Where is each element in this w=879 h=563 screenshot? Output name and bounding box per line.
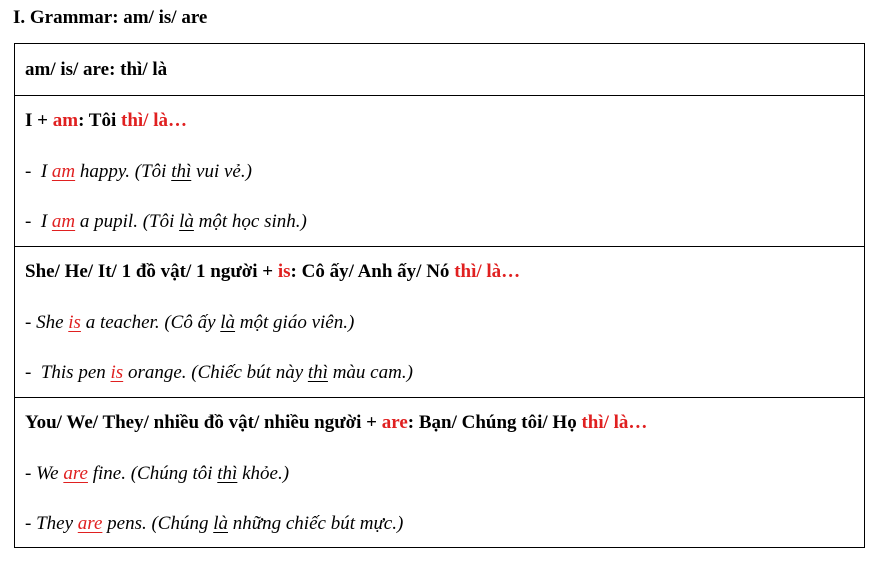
rule-subject: She/ He/ It/ 1 đồ vật/ 1 người + xyxy=(25,261,278,283)
rule-subject: You/ We/ They/ nhiều đồ vật/ nhiều người + xyxy=(25,412,382,434)
example-text: orange. (Chiếc bút này xyxy=(123,362,308,384)
rule-translation: thì/ là… xyxy=(581,412,648,434)
rule-block-are xyxy=(15,397,864,547)
rule-subject: I + xyxy=(25,110,53,132)
example-prefix: - This pen xyxy=(25,362,111,384)
table-title-row xyxy=(15,44,864,95)
example-line xyxy=(25,147,854,198)
rule-meaning: : Tôi xyxy=(78,110,121,132)
rule-keyword: are xyxy=(381,412,408,434)
rule-line xyxy=(25,398,854,449)
example-verb: are xyxy=(63,462,88,484)
example-line xyxy=(25,348,854,399)
example-end: vui vẻ.) xyxy=(191,160,252,182)
example-prefix: - They xyxy=(25,513,78,535)
example-meaning: là xyxy=(179,211,194,233)
rule-line xyxy=(25,247,854,298)
example-line xyxy=(25,298,854,349)
grammar-table xyxy=(14,43,865,548)
example-line xyxy=(25,449,854,500)
rule-translation: thì/ là… xyxy=(121,110,187,132)
example-text: a teacher. (Cô ấy xyxy=(80,311,221,333)
rule-meaning: : Cô ấy/ Anh ấy/ Nó xyxy=(290,261,455,283)
example-verb: is xyxy=(68,311,81,333)
example-prefix: - I xyxy=(25,211,52,233)
example-verb: are xyxy=(77,513,103,535)
example-text: a pupil. (Tôi xyxy=(75,211,180,233)
example-text: happy. (Tôi xyxy=(75,160,172,182)
rule-block-am xyxy=(15,95,864,246)
rule-meaning: : Bạn/ Chúng tôi/ Họ xyxy=(407,412,582,434)
example-end: một giáo viên.) xyxy=(235,311,355,333)
section-heading: I. Grammar: am/ is/ are xyxy=(13,7,208,28)
example-prefix: - We xyxy=(25,462,64,484)
example-meaning: thì xyxy=(307,362,328,384)
example-line xyxy=(25,197,854,248)
example-meaning: là xyxy=(213,513,228,535)
example-meaning: là xyxy=(220,311,236,333)
table-title: am/ is/ are: thì/ là xyxy=(25,58,168,80)
example-prefix: - I xyxy=(25,160,52,182)
example-end: khỏe.) xyxy=(237,462,290,484)
example-text: fine. (Chúng tôi xyxy=(87,462,218,484)
example-meaning: thì xyxy=(171,160,192,182)
example-text: pens. (Chúng xyxy=(102,513,214,535)
example-meaning: thì xyxy=(217,462,238,484)
example-end: những chiếc bút mực.) xyxy=(228,513,404,535)
example-line xyxy=(25,499,854,550)
rule-line xyxy=(25,96,854,147)
example-verb: am xyxy=(51,160,76,182)
example-end: màu cam.) xyxy=(327,362,413,384)
example-end: một học sinh.) xyxy=(193,211,307,233)
example-verb: is xyxy=(110,362,124,384)
rule-keyword: am xyxy=(52,110,79,132)
rule-translation: thì/ là… xyxy=(454,261,521,283)
example-prefix: - She xyxy=(25,311,69,333)
example-verb: am xyxy=(51,211,76,233)
rule-block-is xyxy=(15,246,864,397)
rule-keyword: is xyxy=(277,261,291,283)
